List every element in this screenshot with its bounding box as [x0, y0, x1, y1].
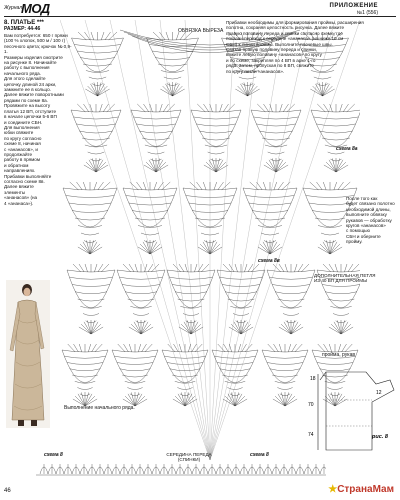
text-line: на рисунке 8. Начинайте	[4, 60, 57, 66]
center-front-label: СЕРЕДИНА ПЕРЕДА (СПИНКИ)	[166, 452, 212, 463]
text-line: будет связано полотно	[346, 201, 395, 207]
site-watermark: ★СтранаМам	[328, 484, 394, 495]
text-line: необходимой длины,	[346, 206, 391, 212]
text-line: правую половину переда и спинки согласно схеме, где	[226, 30, 343, 36]
text-line: платья 12 ВП, отступите	[4, 108, 57, 114]
scheme-8-bottom-label: схема 8	[250, 452, 269, 458]
text-line: полотна, сохраняя целостность рисунка. Далее вяжите	[226, 25, 345, 31]
text-line: Прибавки выполняйте	[4, 173, 52, 179]
page-number: 46	[4, 488, 11, 494]
text-line: юбки свяжите	[4, 130, 34, 136]
text-line: элементы	[4, 189, 26, 195]
text-line: рукавов — обработку	[346, 217, 392, 223]
text-line: в начале цепочки 5-6 ВП	[4, 114, 57, 120]
text-line: песочного цвета; крючок № 0,9-1.	[4, 43, 72, 55]
magazine-logo: МОД	[21, 1, 50, 16]
text-line: схеме 8, начиная	[4, 141, 41, 147]
text-line: рядами по схеме 8а.	[4, 97, 49, 103]
armhole-sleeve-label: пройма, рукав	[322, 352, 356, 358]
magazine-small-label: Журнал	[4, 5, 23, 11]
text-line: согласно схеме 8в.	[4, 178, 45, 184]
text-line: с «ананасов», и	[4, 146, 38, 152]
text-line: Для выполнения	[4, 124, 40, 130]
text-line: СБН) к линии проймы. Выполните плечевые швы.	[226, 41, 333, 47]
text-line: по кругу петли «ананасов».	[226, 68, 285, 74]
figure-8-label: рис. 8	[372, 434, 388, 440]
appendix-label: ПРИЛОЖЕНИЕ	[329, 3, 378, 9]
text-line: и по схеме, закрепляя по 4 ВП в арке 1-го	[226, 57, 316, 63]
text-line: Прибавки необходимы для формирования проймы, расширения	[226, 20, 364, 25]
instructions-right-column	[226, 20, 386, 74]
text-line: (100 % хлопок, 500 м / 100 г)	[4, 38, 66, 44]
star-icon: ★	[328, 484, 338, 495]
scheme-8v-label: схема 8в	[258, 258, 280, 264]
text-line: с помощью	[346, 228, 370, 234]
text-line: работу с выполнения	[4, 65, 50, 71]
text-line: Далее вяжите поворотными	[4, 92, 64, 98]
text-line: пройму.	[346, 239, 363, 245]
text-line: 4 «ананаса»).	[4, 200, 34, 206]
article-title: 8. ПЛАТЬЕ ***	[4, 20, 44, 26]
text-line: цепочку длиной 24 арки,	[4, 81, 57, 87]
text-line: показан переход к середине «ананаса» (на ниже 10 см	[226, 36, 344, 42]
text-line: Вам потребуется: 650 г пряжи	[4, 33, 68, 38]
text-line: Провяжите на высоту	[4, 103, 51, 109]
text-line: продолжайте	[4, 151, 33, 157]
dim-74: 74	[308, 432, 314, 438]
text-line: Связав правую половину переда и спинки,	[226, 47, 318, 53]
issue-number: №1 (556)	[356, 10, 378, 16]
text-line: по кругу согласно	[4, 135, 42, 141]
instructions-right-mid	[346, 196, 396, 245]
text-line: Для этого сделайте	[4, 76, 46, 82]
dim-70: 70	[308, 402, 314, 408]
scheme-8-left-label: схема 8	[44, 452, 63, 458]
dress-schematic	[306, 360, 396, 460]
text-line: выполните обвязку	[346, 212, 387, 218]
text-line: работу в прямом	[4, 157, 40, 163]
dim-12: 12	[376, 390, 382, 396]
text-line: начального ряда.	[4, 70, 42, 76]
text-line: замкните ее в кольцо.	[4, 87, 51, 93]
text-line: «ананасов» (на	[4, 195, 38, 201]
masthead	[4, 3, 396, 17]
text-line: и соедините СБН.	[4, 119, 43, 125]
text-line: Размеры изделия смотрите	[4, 54, 63, 60]
header-divider	[4, 16, 396, 17]
text-line: Далее вяжите	[4, 184, 34, 190]
article-size: РАЗМЕР: 44-46	[4, 26, 41, 32]
scheme-8a-label: схема 8а	[336, 146, 358, 152]
text-line: и обратном	[4, 162, 29, 168]
text-line: СБН и оберните	[346, 233, 381, 239]
text-line: направлениях.	[4, 168, 36, 174]
text-line: После того как	[346, 196, 378, 201]
text-line: вяжите левую половину «ананасов» по кругу	[226, 52, 322, 58]
dim-18: 18	[310, 376, 316, 382]
start-row-label: Выполнение начального ряда.	[64, 405, 135, 411]
start-row-band	[36, 456, 326, 478]
neck-trim-label: ОБВЯЗКА ВЫРЕЗА	[178, 28, 224, 34]
text-line: ряда. Затем, пропуская по 8 ВП, свяжите	[226, 63, 314, 69]
extra-loop-note: ДОПОЛНИТЕЛЬНАЯ ПЕТЛЯ ИЗ 40 ВП ДЛЯ ПРОЙМЫ	[314, 273, 376, 284]
model-photo	[6, 280, 50, 428]
text-line: кругов «ананасов»	[346, 223, 386, 229]
